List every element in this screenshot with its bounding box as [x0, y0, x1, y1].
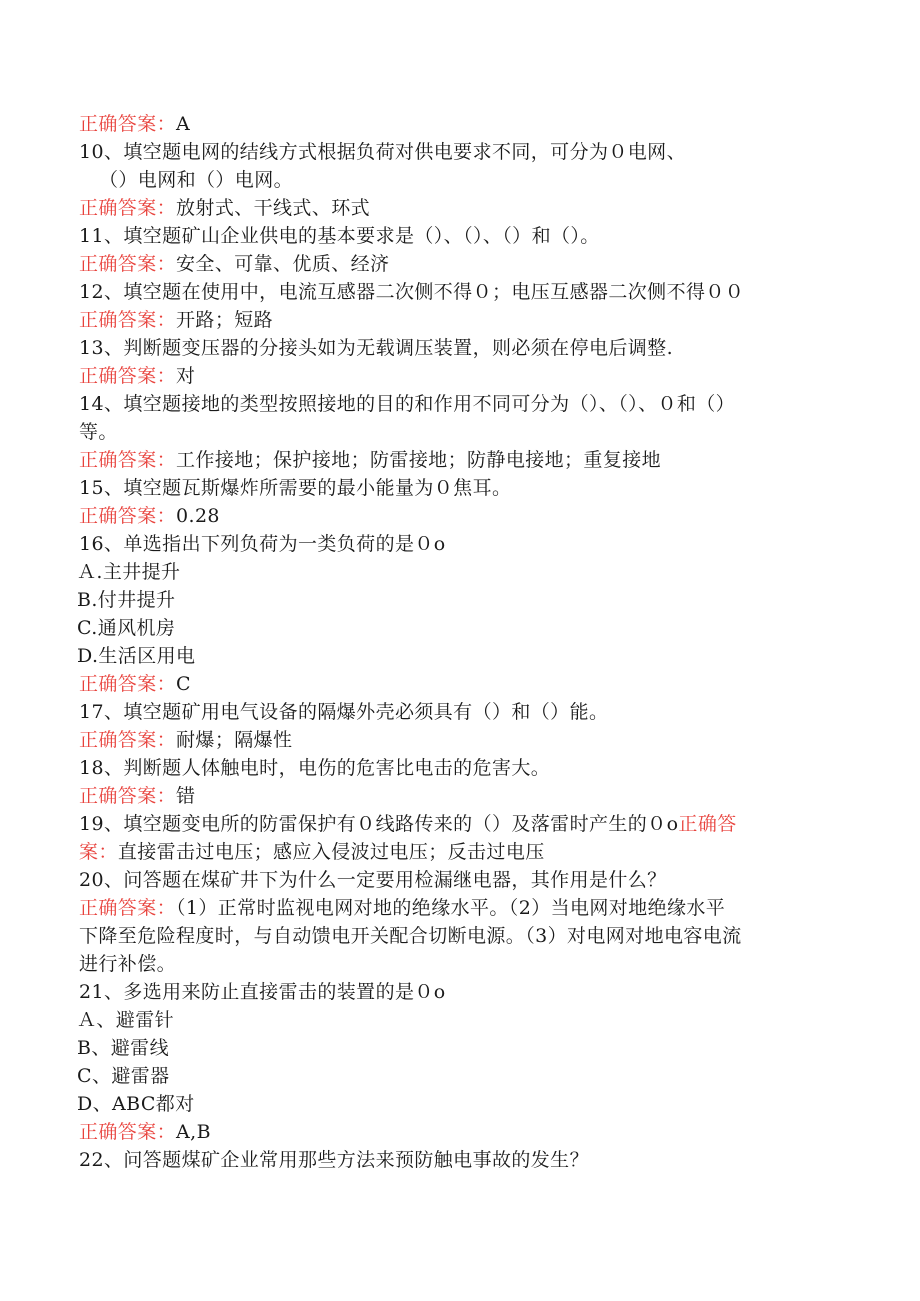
- answer-label: 正确答案：: [79, 197, 177, 219]
- answer-value: 开路；短路: [176, 309, 274, 331]
- question-19: [79, 810, 849, 838]
- option-a: Ａ、避雷针: [77, 1009, 175, 1031]
- answer-label-part1: 正确答: [678, 813, 737, 835]
- answer-value: A: [176, 113, 191, 135]
- answer-value: 错: [176, 785, 196, 807]
- question-15: 15、填空题瓦斯爆炸所需要的最小能量为０焦耳。: [79, 477, 512, 499]
- question-18: 18、判断题人体触电时，电伤的危害比电击的危害大。: [79, 757, 551, 779]
- answer-label: 正确答案：: [79, 449, 177, 471]
- answer-cont: 下降至危险程度时，与自动馈电开关配合切断电源。（3）对电网对地电容电流: [79, 925, 742, 947]
- answer-value: 放射式、干线式、环式: [176, 197, 371, 219]
- question-22: 22、问答题煤矿企业常用那些方法来预防触电事故的发生？: [79, 1149, 589, 1171]
- answer-label: 正确答案：: [79, 113, 177, 135]
- question-12: 12、填空题在使用中，电流互感器二次侧不得０；电压互感器二次侧不得００: [79, 281, 745, 303]
- answer-label: 正确答案：: [79, 309, 177, 331]
- answer-label: 正确答案：: [79, 729, 177, 751]
- answer-value: C: [176, 673, 191, 695]
- question-10-cont: （）电网和（）电网。: [99, 169, 294, 191]
- answer-line: [79, 838, 849, 866]
- question-13: 13、判断题变压器的分接头如为无载调压装置，则必须在停电后调整.: [79, 337, 674, 359]
- answer-line: [79, 362, 849, 390]
- answer-line: [79, 502, 849, 530]
- answer-value: 直接雷击过电压；感应入侵波过电压；反击过电压: [117, 841, 545, 863]
- answer-cont: 进行补偿。: [79, 953, 177, 975]
- option-d: D、ABC都对: [77, 1093, 195, 1115]
- answer-value: 对: [176, 365, 196, 387]
- answer-line: [79, 894, 849, 922]
- answer-line: [79, 1118, 849, 1146]
- answer-label: 正确答案：: [79, 785, 177, 807]
- answer-value: 耐爆；隔爆性: [176, 729, 293, 751]
- question-11: 11、填空题矿山企业供电的基本要求是（）、（）、（）和（）。: [79, 225, 600, 247]
- answer-line: [79, 670, 849, 698]
- answer-value: （1）正常时监视电网对地的绝缘水平。（2）当电网对地绝缘水平: [176, 897, 726, 919]
- answer-value: A,B: [176, 1121, 211, 1143]
- answer-line: [79, 446, 849, 474]
- answer-line: [79, 194, 849, 222]
- option-c: C.通风机房: [77, 617, 176, 639]
- answer-label: 正确答案：: [79, 505, 177, 527]
- option-c: C、避雷器: [77, 1065, 170, 1087]
- answer-line: [79, 250, 849, 278]
- answer-label: 正确答案：: [79, 1121, 177, 1143]
- option-d: D.生活区用电: [77, 645, 196, 667]
- answer-value: 工作接地；保护接地；防雷接地；防静电接地；重复接地: [176, 449, 662, 471]
- question-16: 16、单选指出下列负荷为一类负荷的是０o: [79, 533, 446, 555]
- question-20: 20、问答题在煤矿井下为什么一定要用检漏继电器，其作用是什么？: [79, 869, 667, 891]
- question-10: 10、填空题电网的结线方式根据负荷对供电要求不同，可分为０电网、: [79, 141, 686, 163]
- answer-line: [79, 782, 849, 810]
- answer-value: 0.28: [176, 505, 220, 527]
- question-19-text: 19、填空题变电所的防雷保护有０线路传来的（）及落雷时产生的０o: [79, 813, 679, 835]
- answer-line: [79, 726, 849, 754]
- option-b: B、避雷线: [77, 1037, 169, 1059]
- question-17: 17、填空题矿用电气设备的隔爆外壳必须具有（）和（）能。: [79, 701, 609, 723]
- answer-value: 安全、可靠、优质、经济: [176, 253, 390, 275]
- answer-label: 正确答案：: [79, 897, 177, 919]
- answer-label: 正确答案：: [79, 253, 177, 275]
- answer-label: 正确答案：: [79, 673, 177, 695]
- option-b: B.付井提升: [77, 589, 176, 611]
- question-14-cont: 等。: [79, 421, 118, 443]
- question-21: 21、多选用来防止直接雷击的装置的是０o: [79, 981, 446, 1003]
- option-a: Ａ.主井提升: [77, 561, 181, 583]
- answer-label: 正确答案：: [79, 365, 177, 387]
- answer-label-part2: 案：: [79, 841, 118, 863]
- answer-line: [79, 306, 849, 334]
- answer-line: [79, 110, 849, 138]
- question-14: 14、填空题接地的类型按照接地的目的和作用不同可分为（）、（）、０和（）: [79, 393, 736, 415]
